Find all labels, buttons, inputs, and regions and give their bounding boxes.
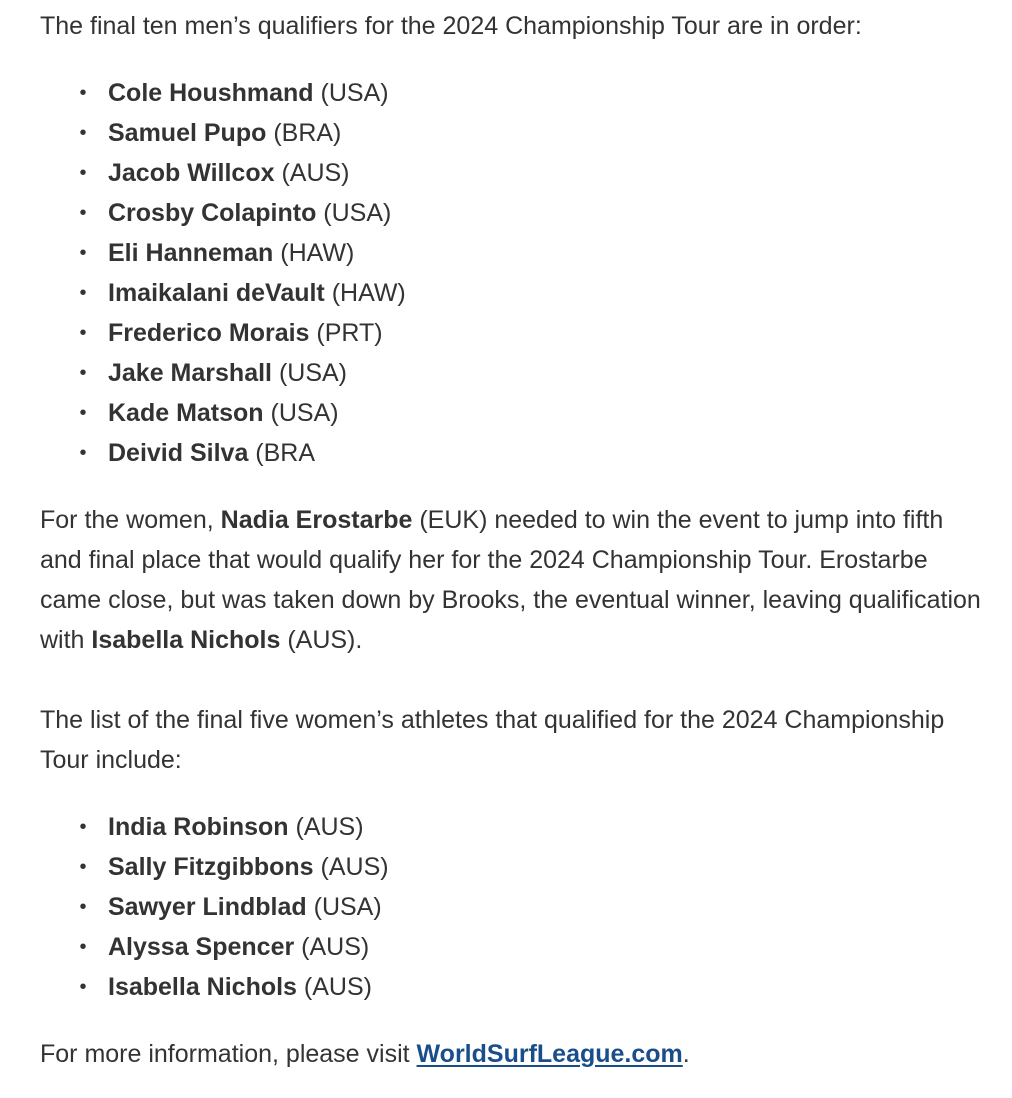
bullet-icon: •: [79, 402, 87, 424]
athlete-country: (PRT): [309, 319, 383, 347]
list-item: [79, 967, 982, 1007]
women-qualifiers-list: [40, 807, 982, 1007]
athlete-name: Deivid Silva: [108, 439, 249, 467]
athlete-country: (USA): [263, 399, 339, 427]
bullet-icon: •: [79, 82, 87, 104]
bullet-icon: •: [79, 936, 87, 958]
athlete-country: (BRA): [266, 119, 342, 147]
bullet-icon: •: [79, 322, 87, 344]
list-item: [79, 193, 982, 233]
list-item: [79, 927, 982, 967]
list-item: [79, 273, 982, 313]
footer-text: For more information, please visit: [40, 1040, 417, 1068]
paragraph-text: (EUK) needed to win the event to jump into fifth and final place that would qualify her for the 2024 Championship Tour. Erostarbe came close, but was taken down by Brooks, the eventual winner, leaving qualification with: [40, 506, 981, 654]
athlete-country: (AUS): [288, 813, 364, 841]
athlete-country: (HAW): [324, 279, 406, 307]
athlete-name: Cole Houshmand: [108, 79, 314, 107]
footer-trailing: .: [682, 1040, 690, 1068]
athlete-country: (USA): [316, 199, 392, 227]
list-item: [79, 233, 982, 273]
men-qualifiers-intro: The final ten men’s qualifiers for the 2024 Championship Tour are in order:: [40, 12, 862, 40]
bullet-icon: •: [79, 362, 87, 384]
women-qualification-paragraph: [40, 500, 982, 660]
athlete-name: Jake Marshall: [108, 359, 272, 387]
athlete-name: Alyssa Spencer: [108, 933, 295, 961]
bullet-icon: •: [79, 242, 87, 264]
bullet-icon: •: [79, 442, 87, 464]
list-item: [79, 353, 982, 393]
athlete-name: Crosby Colapinto: [108, 199, 317, 227]
men-qualifiers-list: [40, 73, 982, 473]
list-item: [79, 887, 982, 927]
women-qualifiers-intro: The list of the final five women’s athletes that qualified for the 2024 Championship Tour include:: [40, 706, 945, 774]
list-item: [79, 113, 982, 153]
athlete-name: Sally Fitzgibbons: [108, 853, 314, 881]
more-info-footer: [40, 1034, 982, 1074]
bullet-icon: •: [79, 816, 87, 838]
athlete-name: Samuel Pupo: [108, 119, 267, 147]
bullet-icon: •: [79, 162, 87, 184]
bullet-icon: •: [79, 976, 87, 998]
athlete-name: Isabella Nichols: [91, 626, 281, 654]
athlete-name: Isabella Nichols: [108, 973, 297, 1001]
list-item: [79, 807, 982, 847]
paragraph-text: For the women,: [40, 506, 221, 534]
athlete-name: India Robinson: [108, 813, 289, 841]
athlete-name: Nadia Erostarbe: [220, 506, 413, 534]
athlete-name: Frederico Morais: [108, 319, 310, 347]
athlete-name: Jacob Willcox: [108, 159, 275, 187]
list-item: [79, 153, 982, 193]
athlete-country: (AUS): [296, 973, 372, 1001]
athlete-country: (HAW): [273, 239, 355, 267]
athlete-country: (USA): [306, 893, 382, 921]
bullet-icon: •: [79, 896, 87, 918]
athlete-country: (BRA: [248, 439, 316, 467]
athlete-name: Imaikalani deVault: [108, 279, 325, 307]
bullet-icon: •: [79, 282, 87, 304]
athlete-name: Kade Matson: [108, 399, 264, 427]
list-item: [79, 847, 982, 887]
athlete-country: (AUS): [274, 159, 350, 187]
list-item: [79, 313, 982, 353]
athlete-country: (USA): [313, 79, 389, 107]
list-item: [79, 393, 982, 433]
paragraph-text: (AUS).: [280, 626, 363, 654]
bullet-icon: •: [79, 122, 87, 144]
bullet-icon: •: [79, 856, 87, 878]
athlete-country: (AUS): [313, 853, 389, 881]
bullet-icon: •: [79, 202, 87, 224]
worldsurfleague-link[interactable]: WorldSurfLeague.com: [416, 1040, 683, 1068]
list-item: [79, 433, 982, 473]
athlete-name: Sawyer Lindblad: [108, 893, 307, 921]
athlete-country: (USA): [272, 359, 347, 387]
list-item: [79, 73, 982, 113]
athlete-name: Eli Hanneman: [108, 239, 274, 267]
athlete-country: (AUS): [294, 933, 370, 961]
